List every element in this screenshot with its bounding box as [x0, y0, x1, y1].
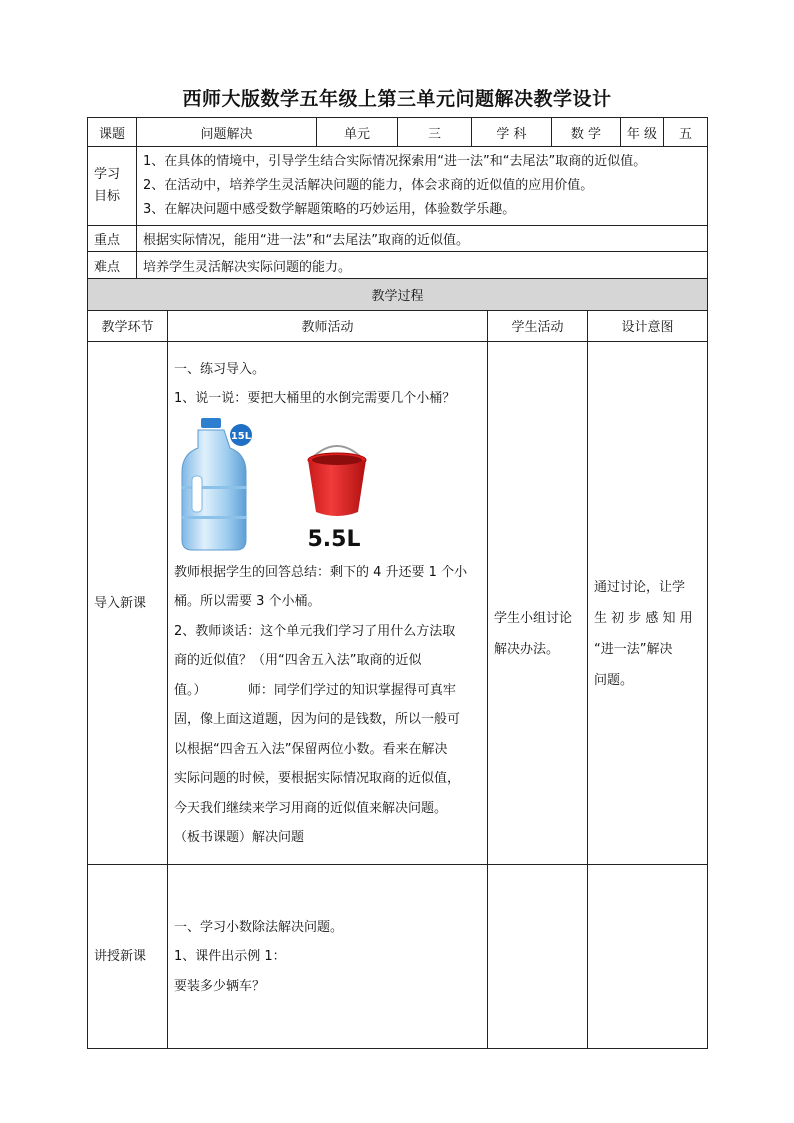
- new-lesson-stage: 讲授新课: [88, 864, 168, 1048]
- difficulty-text: 培养学生灵活解决实际问题的能力。: [137, 252, 708, 279]
- col-teacher: 教师活动: [168, 310, 488, 341]
- intent-line: 通过讨论，让学: [594, 579, 686, 595]
- teacher-line: 一、练习导入。: [174, 361, 266, 377]
- intro-teacher: [168, 341, 488, 864]
- unit-label: 单元: [317, 118, 398, 147]
- goals-row: [88, 147, 708, 226]
- teacher-line: 实际问题的时候，要根据实际情况取商的近似值，: [174, 771, 461, 786]
- goal-item: 1、在具体的情境中，引导学生结合实际情况探索用“进一法”和“去尾法”取商的近似值。: [143, 154, 647, 169]
- teacher-line: （板书课题）解决问题: [174, 830, 305, 845]
- intro-intent: [588, 341, 708, 864]
- buckets-illustration: [174, 416, 481, 558]
- process-table: [87, 279, 708, 1049]
- subject-value: 数 学: [552, 118, 621, 147]
- bucket-label: 5.5L: [307, 526, 361, 552]
- col-student: 学生活动: [488, 310, 588, 341]
- intro-student: [488, 341, 588, 864]
- bottle-label: 15L: [230, 430, 252, 442]
- teacher-line: 以根据“四舍五入法”保留两位小数。看来在解决: [174, 741, 448, 757]
- subject-label: 学 科: [472, 118, 552, 147]
- key-point-label: 重点: [88, 226, 137, 252]
- col-stage: 教学环节: [88, 310, 168, 341]
- goal-item: 2、在活动中，培养学生灵活解决问题的能力，体会求商的近似值的应用价值。: [143, 178, 594, 193]
- info-table: [87, 117, 708, 279]
- process-heading-row: [88, 279, 708, 310]
- water-bottle-image: [174, 416, 474, 558]
- grade-value: 五: [664, 118, 708, 147]
- teacher-line: 教师根据学生的回答总结：剩下的 4 升还要 1 个小: [174, 564, 468, 580]
- intro-row: [88, 341, 708, 864]
- goal-item: 3、在解决问题中感受数学解题策略的巧妙运用，体验数学乐趣。: [143, 202, 516, 217]
- teacher-line: 固，像上面这道题，因为问的是钱数，所以一般可: [174, 712, 461, 727]
- goals-label: 学习目标: [88, 147, 137, 226]
- intent-line: “进一法”解决: [594, 641, 673, 657]
- process-columns-row: [88, 310, 708, 341]
- new-lesson-intent: [588, 864, 708, 1048]
- student-line: 解决办法。: [494, 641, 560, 657]
- grade-label: 年 级: [621, 118, 664, 147]
- page-title: 西师大版数学五年级上第三单元问题解决教学设计: [182, 88, 612, 110]
- header-row: [88, 118, 708, 147]
- new-lesson-student: [488, 864, 588, 1048]
- new-lesson-row: [88, 864, 708, 1048]
- intent-line: 生 初 步 感 知 用: [594, 610, 693, 626]
- teacher-line: 1、课件出示例 1：: [174, 949, 286, 965]
- intro-stage: 导入新课: [88, 341, 168, 864]
- teacher-line: 2、教师谈话：这个单元我们学习了用什么方法取: [174, 623, 456, 639]
- lesson-plan-table: [87, 117, 707, 1049]
- unit-value: 三: [398, 118, 472, 147]
- new-lesson-teacher: [168, 864, 488, 1048]
- goals-list: [137, 147, 708, 226]
- intent-line: 问题。: [594, 672, 634, 688]
- teacher-line: 1、说一说：要把大桶里的水倒完需要几个小桶？: [174, 391, 456, 406]
- topic-label: 课题: [88, 118, 137, 147]
- teacher-line: 商的近似值？（用“四舍五入法”取商的近似: [174, 653, 422, 668]
- topic-value: 问题解决: [137, 118, 317, 147]
- teacher-line: 要装多少辆车？: [174, 978, 266, 994]
- teacher-line: 一、学习小数除法解决问题。: [174, 919, 344, 935]
- difficulty-label: 难点: [88, 252, 137, 279]
- col-intent: 设计意图: [588, 310, 708, 341]
- student-line: 学生小组讨论: [494, 610, 573, 626]
- teacher-line: 值。） 师：同学们学过的知识掌握得可真牢: [174, 682, 456, 698]
- teacher-line: 今天我们继续来学习用商的近似值来解决问题。: [174, 800, 448, 816]
- process-heading: 教学过程: [88, 279, 708, 310]
- key-point-text: 根据实际情况，能用“进一法”和“去尾法”取商的近似值。: [137, 226, 708, 252]
- teacher-line: 桶。所以需要 3 个小桶。: [174, 594, 321, 609]
- key-point-row: [88, 226, 708, 252]
- difficulty-row: [88, 252, 708, 279]
